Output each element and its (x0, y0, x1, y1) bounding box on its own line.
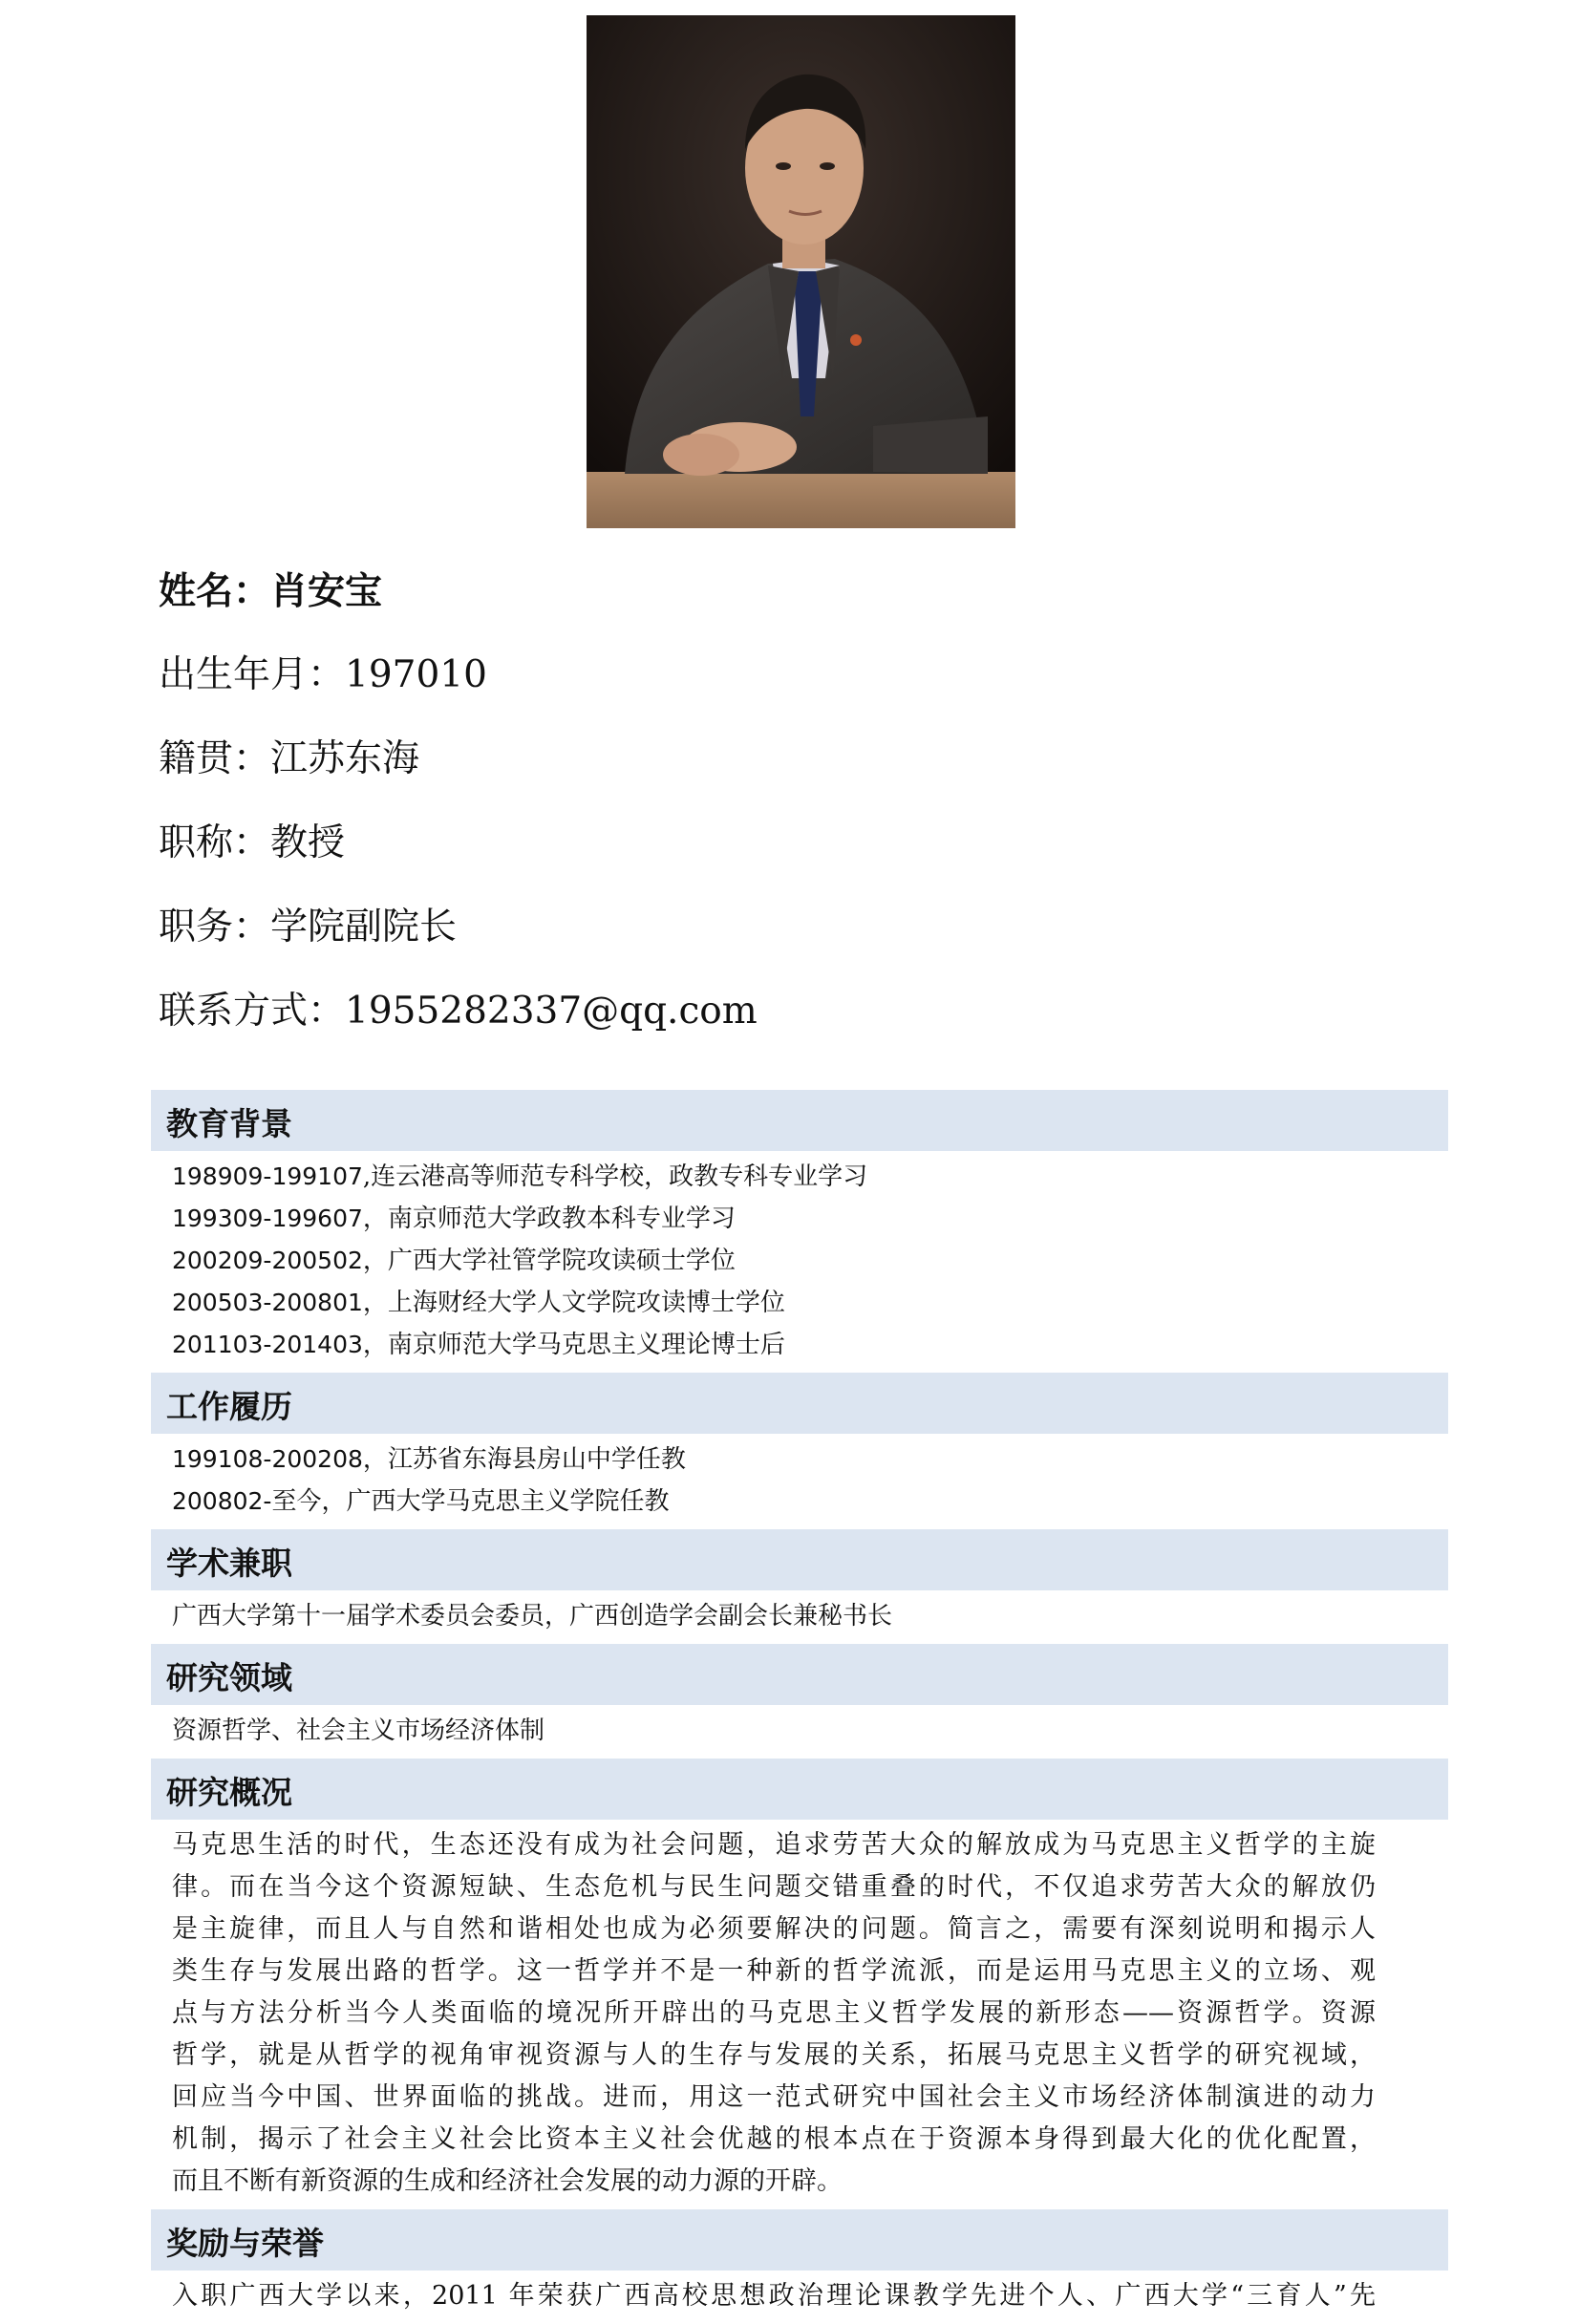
paragraph-line: 类生存与发展出路的哲学。这一哲学并不是一种新的哲学流派，而是运用马克思主义的立场、观 (172, 1956, 1376, 1986)
row-text: ，南京师范大学政教本科专业学习 (362, 1205, 736, 1233)
paragraph-line: 点与方法分析当今人类面临的境况所开辟出的马克思主义哲学发展的新形态——资源哲学。资源 (172, 1998, 1376, 2028)
row-text: ，江苏省东海县房山中学任教 (362, 1445, 686, 1474)
paragraph-line: 机制，揭示了社会主义社会比资本主义社会优越的根本点在于资源本身得到最大化的优化配置， (172, 2124, 1376, 2154)
work-row (172, 1439, 1448, 1481)
paragraph-line: 入职广西大学以来，2011 年荣获广西高校思想政治理论课教学先进个人、广西大学“三育人”先 (172, 2281, 1376, 2311)
academic-posts-body (151, 1590, 1448, 1644)
education-row (172, 1240, 1448, 1282)
awards-paragraph (172, 2275, 1376, 2317)
paragraph-line: 而且不断有新资源的生成和经济社会发展的动力源的开辟。 (172, 2166, 843, 2196)
native-place-line: 籍贯：江苏东海 (159, 737, 420, 780)
resume-sections (151, 1090, 1448, 2324)
date-range: 200209-200502 (172, 1247, 363, 1274)
education-heading: 教育背景 (151, 1090, 1448, 1151)
paragraph-line: 马克思生活的时代，生态还没有成为社会问题，追求劳苦大众的解放成为马克思主义哲学的主旋 (172, 1830, 1376, 1860)
education-row (172, 1324, 1448, 1366)
row-text: 至今，广西大学马克思主义学院任教 (271, 1487, 670, 1516)
row-text: ，广西大学社管学院攻读硕士学位 (362, 1247, 736, 1275)
row-text: ，上海财经大学人文学院攻读博士学位 (362, 1289, 785, 1317)
research-fields-body (151, 1705, 1448, 1759)
name-line: 姓名：肖安宝 (159, 569, 383, 613)
position-line: 职务：学院副院长 (159, 906, 458, 949)
awards-heading: 奖励与荣誉 (151, 2209, 1448, 2271)
row-text: ，南京师范大学马克思主义理论博士后 (362, 1331, 785, 1359)
date-range: 199108-200208 (172, 1445, 363, 1473)
education-row (172, 1282, 1448, 1324)
paragraph-line: 哲学，就是从哲学的视角审视资源与人的生存与发展的关系，拓展马克思主义哲学的研究视域， (172, 2040, 1376, 2070)
education-list (151, 1151, 1448, 1373)
title-line: 职称：教授 (159, 821, 346, 864)
research-overview-heading: 研究概况 (151, 1759, 1448, 1820)
paragraph-line: 律。而在当今这个资源短缺、生态危机与民生问题交错重叠的时代，不仅追求劳苦大众的解放仍 (172, 1872, 1376, 1902)
work-heading: 工作履历 (151, 1373, 1448, 1434)
date-range: 200802- (172, 1487, 272, 1515)
awards-body (151, 2271, 1448, 2324)
academic-posts-heading: 学术兼职 (151, 1529, 1448, 1590)
research-overview-paragraph (172, 1824, 1376, 2203)
date-range: 200503-200801 (172, 1289, 363, 1316)
birth-line: 出生年月：197010 (159, 653, 487, 696)
education-row (172, 1156, 1448, 1198)
research-fields-heading: 研究领域 (151, 1644, 1448, 1705)
row-text: ,连云港高等师范专科学校，政教专科专业学习 (362, 1162, 868, 1191)
portrait-photo (587, 15, 1015, 528)
contact-line: 联系方式：1955282337@qq.com (159, 990, 758, 1033)
paragraph-line: 回应当今中国、世界面临的挑战。进而，用这一范式研究中国社会主义市场经济体制演进的动力 (172, 2082, 1376, 2112)
work-row (172, 1481, 1448, 1523)
research-overview-body (151, 1820, 1448, 2209)
portrait-illustration (587, 15, 1015, 528)
academic-posts-text: 广西大学第十一届学术委员会委员，广西创造学会副会长兼秘书长 (172, 1602, 893, 1631)
basic-info (159, 549, 758, 1054)
work-list (151, 1434, 1448, 1529)
date-range: 198909-199107 (172, 1162, 363, 1190)
date-range: 201103-201403 (172, 1331, 363, 1358)
paragraph-line: 是主旋律，而且人与自然和谐相处也成为必须要解决的问题。简言之，需要有深刻说明和揭示人 (172, 1914, 1376, 1944)
date-range: 199309-199607 (172, 1205, 363, 1232)
research-fields-text: 资源哲学、社会主义市场经济体制 (172, 1716, 545, 1745)
education-row (172, 1198, 1448, 1240)
